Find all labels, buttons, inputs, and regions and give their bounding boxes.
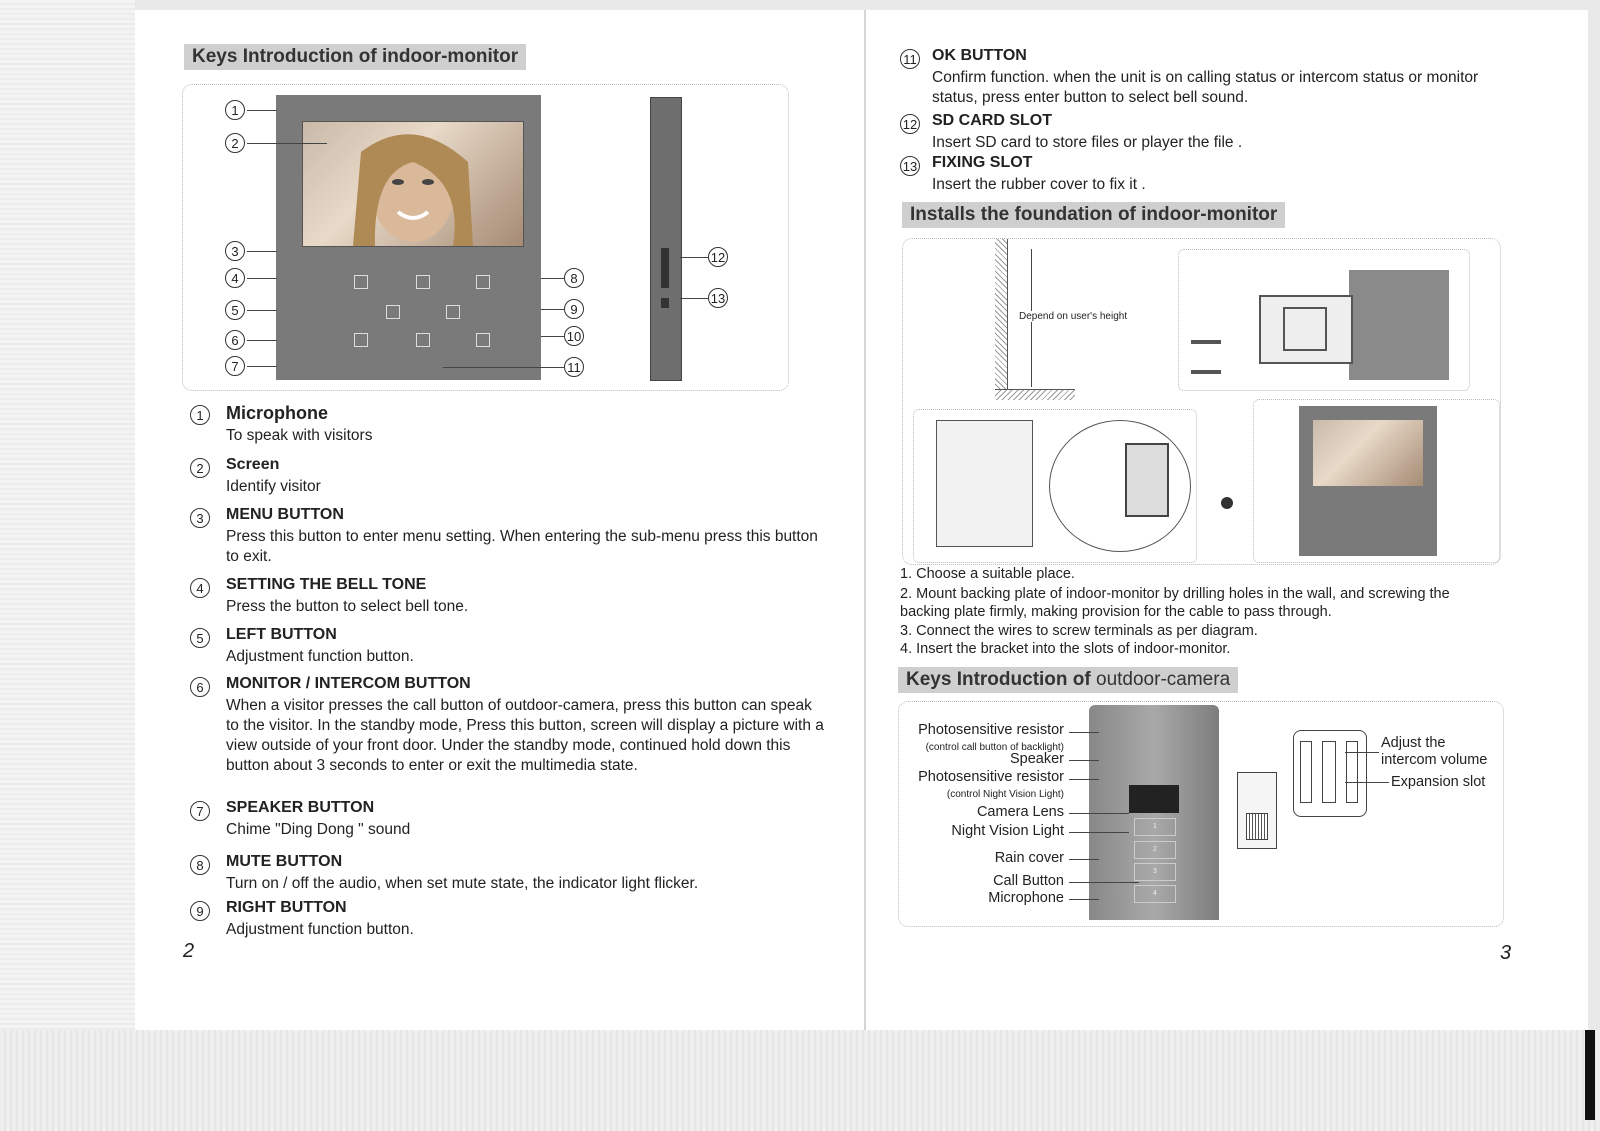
bell-tone-button-icon: [416, 275, 430, 289]
terminal-board: [936, 420, 1033, 547]
arrow-icon: [1221, 497, 1233, 509]
item-number: 4: [190, 578, 210, 598]
label-text: Rain cover: [994, 850, 1064, 866]
item-desc: Turn on / off the audio, when set mute state, the indicator light flicker.: [226, 875, 699, 892]
call-button-1: 1: [1134, 818, 1176, 836]
item-number: 7: [190, 801, 210, 821]
item-number: 11: [900, 49, 920, 69]
scan-edge: [1585, 1030, 1595, 1120]
item-title: OK BUTTON: [932, 47, 1027, 64]
mute-button-icon: [476, 275, 490, 289]
label-text: Speaker: [1009, 751, 1064, 767]
item-desc: Press this button to enter menu setting. When entering the sub-menu press this button to exit.: [226, 528, 818, 565]
label-text: Call Button: [993, 873, 1064, 889]
screw-icon: [1191, 340, 1221, 344]
scan-margin-left: [0, 0, 135, 1131]
callout-8: 8: [564, 268, 584, 288]
monitor-side-view: [650, 97, 682, 381]
outdoor-header-thin: outdoor-camera: [1090, 669, 1231, 690]
mounted-monitor: [1299, 406, 1437, 556]
zoom-strip: [1346, 741, 1358, 803]
item-desc: When a visitor presses the call button of outdoor-camera, press this button can speak to the visitor. In the standby mode, Press this button, screen will display a picture with a view outside of your front door. Under the standby mode, continued hold down this button about 3 seconds to enter or exit the multimedia state.: [226, 697, 824, 774]
item-title: LEFT BUTTON: [226, 626, 337, 643]
zoom-circle: [1049, 420, 1191, 552]
fixing-slot-shape: [661, 298, 669, 308]
item-desc: Insert the rubber cover to fix it .: [932, 176, 1146, 193]
section-header-outdoor-keys: [898, 667, 1238, 693]
item-desc: Press the button to select bell tone.: [226, 598, 469, 615]
item-desc: To speak with visitors: [226, 427, 373, 444]
screw-icon: [1191, 370, 1221, 374]
callout-1: 1: [225, 100, 245, 120]
item-number: 5: [190, 628, 210, 648]
right-button-icon: [446, 305, 460, 319]
section-header-install: Installs the foundation of indoor-monitor: [902, 202, 1285, 228]
book-spine: [864, 10, 866, 1030]
item-desc: Identify visitor: [226, 478, 321, 495]
label-photoresistor-night: [894, 769, 1064, 803]
install-step-4: 4. Insert the bracket into the slots of indoor-monitor.: [900, 641, 1231, 657]
label-adjust-volume: Adjust the intercom volume: [1381, 735, 1488, 768]
install-step-3: 3. Connect the wires to screw terminals as per diagram.: [900, 623, 1258, 639]
callout-11: 11: [564, 357, 584, 377]
item-number: 1: [190, 405, 210, 425]
outdoor-camera-diagram: [898, 701, 1504, 927]
item-title: MUTE BUTTON: [226, 853, 343, 870]
item-number: 13: [900, 156, 920, 176]
item-number: 8: [190, 855, 210, 875]
floor-shape: [995, 389, 1075, 400]
callout-3: 3: [225, 241, 245, 261]
monitor-front: [276, 95, 541, 380]
scan-margin-bottom: [0, 1030, 1600, 1131]
label-text: Photosensitive resistor: [918, 722, 1064, 738]
label-call-button: [894, 873, 1064, 890]
left-button-icon: [386, 305, 400, 319]
face-image: [303, 122, 523, 246]
zoom-strip: [1322, 741, 1336, 803]
indoor-monitor-diagram: [182, 84, 789, 391]
backing-plate: [1259, 295, 1353, 364]
item-title: FIXING SLOT: [932, 154, 1033, 171]
item-title: MONITOR / INTERCOM BUTTON: [226, 675, 471, 692]
label-text: Photosensitive resistor: [918, 769, 1064, 785]
callout-6: 6: [225, 330, 245, 350]
label-expansion-slot: Expansion slot: [1391, 774, 1486, 790]
item-title: MENU BUTTON: [226, 506, 344, 523]
camera-lens: [1129, 785, 1179, 813]
page-number-right: 3: [1500, 942, 1512, 964]
item-title: Screen: [226, 456, 280, 473]
callout-4: 4: [225, 268, 245, 288]
item-number: 3: [190, 508, 210, 528]
item-title: SETTING THE BELL TONE: [226, 576, 427, 593]
item-number: 6: [190, 677, 210, 697]
item-number: 12: [900, 114, 920, 134]
item-desc: Adjustment function button.: [226, 648, 414, 665]
plate-window: [1283, 307, 1327, 351]
label-microphone: [894, 890, 1064, 907]
mounted-panel: [1253, 399, 1500, 563]
speaker-button-icon: [476, 333, 490, 347]
callout-5: 5: [225, 300, 245, 320]
call-button-2: 2: [1134, 841, 1176, 859]
wiring-panel: [913, 409, 1197, 563]
back-terminal: [1246, 813, 1268, 840]
label-speaker: [894, 751, 1064, 768]
monitor-button-icon: [354, 333, 368, 347]
label-night-vision: [894, 823, 1064, 840]
label-rain-cover: [894, 850, 1064, 867]
label-sub: (control Night Vision Light): [946, 789, 1064, 800]
mounted-screen: [1313, 420, 1423, 486]
item-desc: Chime "Ding Dong " sound: [226, 821, 411, 838]
label-text: Night Vision Light: [951, 823, 1064, 839]
bracket-panel: [1178, 249, 1470, 391]
item-number: 9: [190, 901, 210, 921]
call-button-3: 3: [1134, 863, 1176, 881]
call-button-4: 4: [1134, 885, 1176, 903]
item-title: SD CARD SLOT: [932, 112, 1052, 129]
label-sub: (control call button of backlight): [925, 742, 1064, 753]
callout-10: 10: [564, 326, 584, 346]
callout-9: 9: [564, 299, 584, 319]
control-zoom: [1293, 730, 1367, 817]
callout-12: 12: [708, 247, 728, 267]
outdoor-header-bold: Keys Introduction of: [906, 669, 1091, 690]
item-desc: Adjustment function button.: [226, 921, 414, 938]
zoom-bracket: [1125, 443, 1169, 517]
sd-slot-shape: [661, 248, 669, 288]
label-text: Microphone: [988, 890, 1064, 906]
install-step-2: 2. Mount backing plate of indoor-monitor by drilling holes in the wall, and screwing the backing plate firmly, making provision for the cable to pass through.: [900, 586, 1450, 620]
menu-button-icon: [354, 275, 368, 289]
monitor-screen: [302, 121, 524, 247]
ok-button-icon: [416, 333, 430, 347]
callout-13: 13: [708, 288, 728, 308]
zoom-strip: [1300, 741, 1312, 803]
wall-shape: [995, 239, 1008, 389]
item-number: 2: [190, 458, 210, 478]
camera-back-view: [1237, 772, 1277, 849]
item-desc: Insert SD card to store files or player the file .: [932, 134, 1243, 151]
install-step-1: 1. Choose a suitable place.: [900, 566, 1075, 582]
section-header-indoor-keys: Keys Introduction of indoor-monitor: [184, 44, 526, 70]
label-camera-lens: [894, 804, 1064, 821]
item-title: Microphone: [226, 403, 328, 423]
install-diagram: [902, 238, 1501, 565]
item-title: SPEAKER BUTTON: [226, 799, 375, 816]
item-desc: Confirm function. when the unit is on calling status or intercom status or monitor status, press enter button to select bell sound.: [932, 69, 1479, 106]
callout-7: 7: [225, 356, 245, 376]
item-title: RIGHT BUTTON: [226, 899, 347, 916]
wall-section: [1349, 270, 1449, 380]
page-number-left: 2: [183, 940, 195, 962]
height-label: Depend on user's height: [1019, 311, 1128, 322]
label-text: Camera Lens: [976, 804, 1064, 820]
callout-2: 2: [225, 133, 245, 153]
